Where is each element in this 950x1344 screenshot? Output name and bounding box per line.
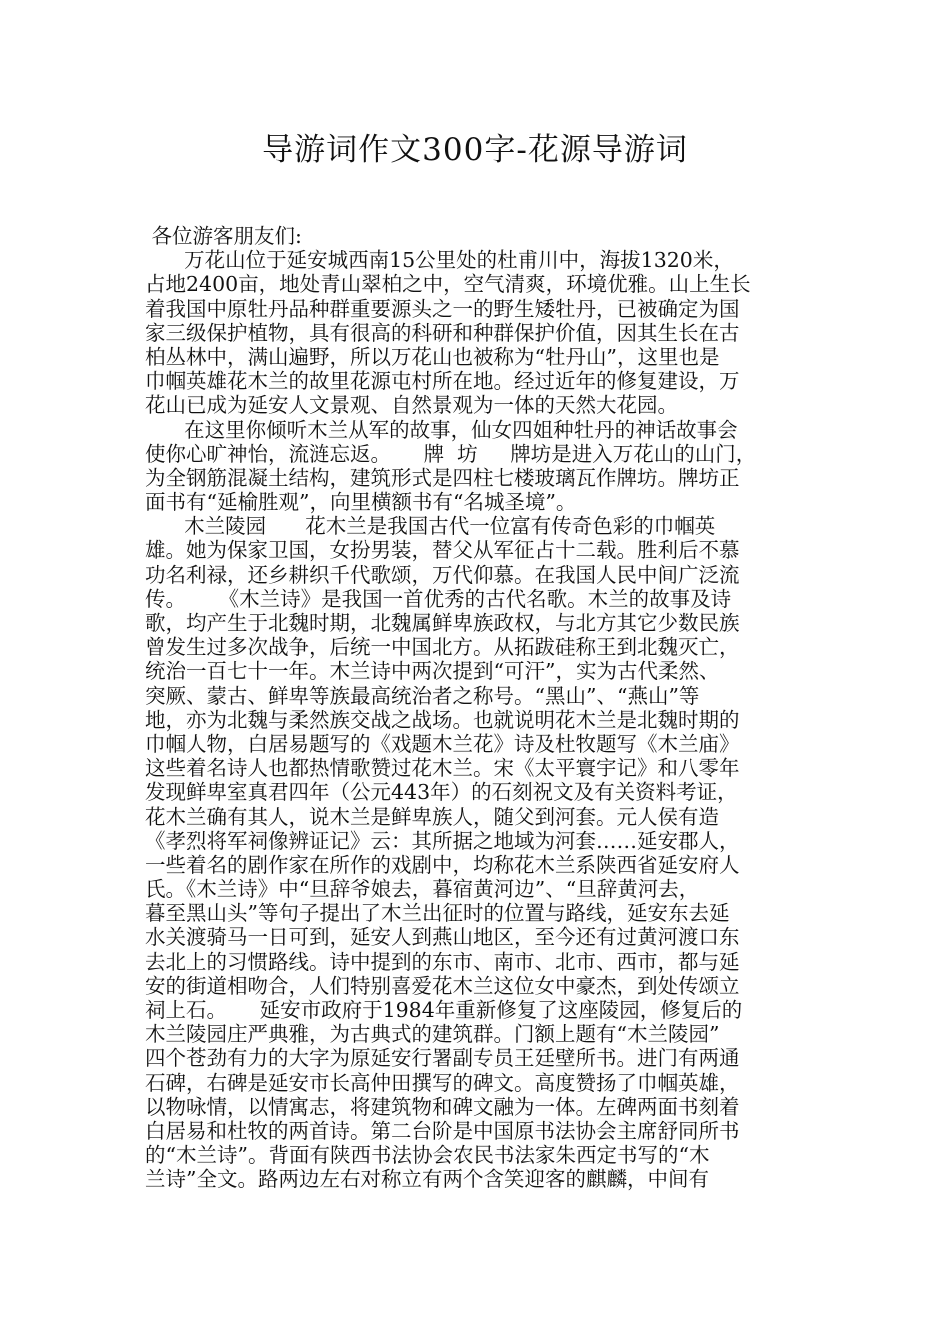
body-line: 以物咏情，以情寓志，将建筑物和碑文融为一体。左碑两面书刻着: [145, 1094, 740, 1119]
body-line: 去北上的习惯路线。诗中提到的东市、南市、北市、西市，都与延: [145, 949, 740, 974]
body-line: 兰诗”全文。路两边左右对称立有两个含笑迎客的麒麟，中间有: [145, 1167, 709, 1192]
body-line: 氏。《木兰诗》中“旦辞爷娘去，暮宿黄河边”、“旦辞黄河去，: [145, 877, 700, 902]
body-line: 《孝烈将军祠像辨证记》云：其所据之地域为河套……延安郡人，: [145, 828, 740, 853]
body-line: 石碑，右碑是延安市长高仲田撰写的碑文。高度赞扬了巾帼英雄，: [145, 1070, 740, 1095]
body-line: 为全钢筋混凝土结构，建筑形式是四柱七楼玻璃瓦作牌坊。牌坊正: [145, 465, 740, 490]
body-line: 花山已成为延安人文景观、自然景观为一体的天然大花园。: [145, 393, 678, 418]
body-line: 巾帼英雄花木兰的故里花源屯村所在地。经过近年的修复建设，万: [145, 369, 740, 394]
body-line: 在这里你倾听木兰从军的故事，仙女四姐种牡丹的神话故事会: [145, 417, 738, 442]
body-line: 祠上石。 延安市政府于1984年重新修复了这座陵园，修复后的: [145, 998, 743, 1022]
body-line: 巾帼人物，白居易题写的《戏题木兰花》诗及杜牧题写《木兰庙》: [145, 731, 740, 756]
body-line: 各位游客朋友们:: [145, 224, 302, 248]
body-line: 万花山位于延安城西南15公里处的杜甫川中，海拔1320米，: [145, 248, 734, 273]
body-line: 四个苍劲有力的大字为原延安行署副专员王廷壁所书。进门有两通: [145, 1046, 740, 1071]
body-line: 使你心旷神怡，流涟忘返。 牌 坊 牌坊是进入万花山的山门，: [145, 441, 757, 466]
body-line: 面书有“延榆胜观”，向里横额书有“名城圣境”。: [145, 490, 577, 515]
body-line: 发现鲜卑室真君四年（公元443年）的石刻祝文及有关资料考证，: [145, 780, 738, 805]
body-line: 歌，均产生于北魏时期，北魏属鲜卑族政权，与北方其它少数民族: [145, 611, 740, 635]
body-line: 白居易和杜牧的两首诗。第二台阶是中国原书法协会主席舒同所书: [145, 1118, 740, 1143]
body-line: 花木兰确有其人，说木兰是鲜卑族人，随父到河套。元人侯有造: [145, 804, 719, 829]
body-line: 曾发生过多次战争，后统一中国北方。从拓跋硅称王到北魏灭亡，: [145, 635, 740, 660]
body-line: 木兰陵园庄严典雅，为古典式的建筑群。门额上题有“木兰陵园”: [145, 1022, 720, 1047]
body-line: 的“木兰诗”。背面有陕西书法协会农民书法家朱西定书写的“木: [145, 1143, 710, 1168]
body-line: 传。 《木兰诗》是我国一首优秀的古代名歌。木兰的故事及诗: [145, 586, 732, 611]
body-line: 安的街道相吻合，人们特别喜爱花木兰这位女中豪杰，到处传颂立: [145, 973, 740, 998]
body-line: 木兰陵园 花木兰是我国古代一位富有传奇色彩的巾帼英: [145, 514, 716, 539]
body-line: 暮至黑山头”等句子提出了木兰出征时的位置与路线，延安东去延: [145, 901, 730, 926]
body-line: 地，亦为北魏与柔然族交战之战场。也就说明花木兰是北魏时期的: [145, 707, 740, 732]
body-line: 这些着名诗人也都热情歌赞过花木兰。宋《太平寰宇记》和八零年: [145, 756, 740, 781]
document-body: [145, 224, 807, 1192]
body-line: 一些着名的剧作家在所作的戏剧中，均称花木兰系陕西省延安府人: [145, 852, 740, 877]
body-line: 统治一百七十一年。木兰诗中两次提到“可汗”，实为古代柔然、: [145, 659, 720, 684]
body-line: 柏丛林中，满山遍野，所以万花山也被称为“牡丹山”，这里也是: [145, 344, 720, 369]
body-line: 突厥、蒙古、鲜卑等族最高统治者之称号。“黑山”、“燕山”等: [145, 683, 700, 708]
body-line: 占地2400亩，地处青山翠柏之中，空气清爽，环境优雅。山上生长: [145, 272, 751, 297]
body-line: 水关渡骑马一日可到，延安人到燕山地区，至今还有过黄河渡口东: [145, 925, 740, 950]
body-line: 功名利禄，还乡耕织千代歌颂，万代仰慕。在我国人民中间广泛流: [145, 562, 740, 587]
body-line: 着我国中原牡丹品种群重要源头之一的野生矮牡丹，已被确定为国: [145, 296, 740, 321]
body-line: 雄。她为保家卫国，女扮男装，替父从军征占十二载。胜利后不慕: [145, 538, 740, 563]
body-line: 家三级保护植物，具有很高的科研和种群保护价值，因其生长在古: [145, 320, 740, 345]
document-title: 导游词作文300字-花源导游词: [262, 132, 688, 168]
